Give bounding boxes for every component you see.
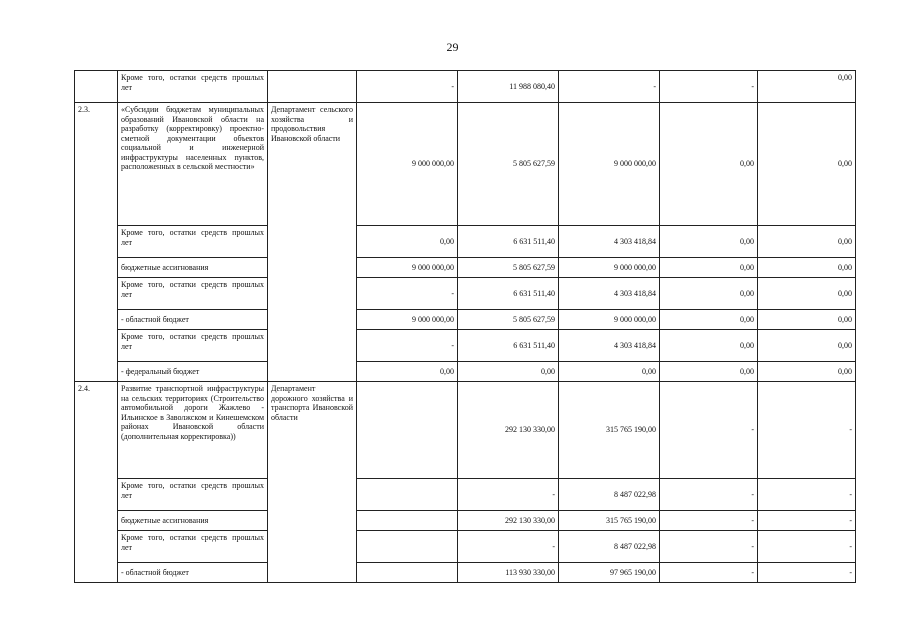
value-cell: 0,00 [758, 103, 856, 226]
value-cell [357, 563, 458, 583]
table-row [75, 479, 856, 511]
value-cell: 9 000 000,00 [559, 310, 660, 330]
number-cell [75, 71, 118, 103]
item-number: 2.4. [75, 382, 118, 583]
item-name: «Субсидии бюджетам муниципальных образований Ивановской области на разработку (корректировку) проектно-сметной документации объектов социальной и инженерной инфраструктуры населенных пунктов, расположенных в сельской местности» [118, 103, 268, 226]
value-cell: 0,00 [357, 362, 458, 382]
value-cell: 0,00 [660, 330, 758, 362]
value-cell: 0,00 [357, 226, 458, 258]
value-cell: 0,00 [758, 226, 856, 258]
value-cell: - [660, 382, 758, 479]
table-row [75, 362, 856, 382]
value-cell: - [758, 531, 856, 563]
value-cell: 4 303 418,84 [559, 226, 660, 258]
label-cell: Кроме того, остатки средств прошлых лет [118, 278, 268, 310]
value-cell [357, 382, 458, 479]
value-cell [357, 531, 458, 563]
value-cell: 4 303 418,84 [559, 278, 660, 310]
value-cell: 8 487 022,98 [559, 531, 660, 563]
label-cell: бюджетные ассигнования [118, 258, 268, 278]
item-name: Развитие транспортной инфраструктуры на сельских территориях (Строительство автомобильной дороги Жажлево - Ильинское в Заволжском и Кинешемском районах Ивановской области (дополнительная корректировка)) [118, 382, 268, 479]
value-cell: 5 805 627,59 [458, 310, 559, 330]
label-cell: Кроме того, остатки средств прошлых лет [118, 226, 268, 258]
value-cell: 113 930 330,00 [458, 563, 559, 583]
value-cell: 9 000 000,00 [559, 258, 660, 278]
table-row [75, 278, 856, 310]
value-cell: - [559, 71, 660, 103]
table-row [75, 71, 856, 103]
label-cell: - областной бюджет [118, 563, 268, 583]
label-cell: Кроме того, остатки средств прошлых лет [118, 330, 268, 362]
value-cell [357, 479, 458, 511]
value-cell: 0,00 [660, 310, 758, 330]
value-cell: 6 631 511,40 [458, 330, 559, 362]
table-row [75, 531, 856, 563]
table-row [75, 330, 856, 362]
value-cell: 292 130 330,00 [458, 382, 559, 479]
value-cell: 292 130 330,00 [458, 511, 559, 531]
label-cell: - областной бюджет [118, 310, 268, 330]
label-cell: Кроме того, остатки средств прошлых лет [118, 531, 268, 563]
value-cell: 0,00 [660, 258, 758, 278]
value-cell: 11 988 080,40 [458, 71, 559, 103]
value-cell: 9 000 000,00 [357, 258, 458, 278]
value-cell: 0,00 [758, 278, 856, 310]
label-cell: Кроме того, остатки средств прошлых лет [118, 479, 268, 511]
value-cell: 97 965 190,00 [559, 563, 660, 583]
value-cell: 0,00 [660, 362, 758, 382]
value-cell: 315 765 190,00 [559, 511, 660, 531]
value-cell: 0,00 [758, 310, 856, 330]
item-executor: Департамент дорожного хозяйства и транспорта Ивановской области [268, 382, 357, 583]
value-cell: 0,00 [458, 362, 559, 382]
value-cell: 9 000 000,00 [357, 103, 458, 226]
value-cell: 0,00 [660, 226, 758, 258]
table-row [75, 103, 856, 226]
value-cell: 0,00 [758, 71, 856, 103]
table-row [75, 310, 856, 330]
value-cell: 0,00 [758, 258, 856, 278]
value-cell: - [660, 511, 758, 531]
value-cell: - [660, 531, 758, 563]
label-cell: Кроме того, остатки средств прошлых лет [118, 71, 268, 103]
value-cell: 0,00 [660, 278, 758, 310]
value-cell: - [357, 71, 458, 103]
value-cell: 0,00 [758, 362, 856, 382]
value-cell: 6 631 511,40 [458, 226, 559, 258]
label-cell: бюджетные ассигнования [118, 511, 268, 531]
value-cell: - [357, 278, 458, 310]
table-row [75, 563, 856, 583]
value-cell: 9 000 000,00 [357, 310, 458, 330]
value-cell: - [660, 71, 758, 103]
value-cell: 9 000 000,00 [559, 103, 660, 226]
value-cell [357, 511, 458, 531]
value-cell: - [660, 563, 758, 583]
value-cell: 5 805 627,59 [458, 258, 559, 278]
value-cell: 6 631 511,40 [458, 278, 559, 310]
value-cell: - [458, 479, 559, 511]
table-row [75, 511, 856, 531]
budget-table [74, 70, 856, 583]
value-cell: 8 487 022,98 [559, 479, 660, 511]
value-cell: 0,00 [660, 103, 758, 226]
value-cell: 315 765 190,00 [559, 382, 660, 479]
value-cell: - [758, 511, 856, 531]
executor-cell [268, 71, 357, 103]
value-cell: - [660, 479, 758, 511]
value-cell: - [458, 531, 559, 563]
item-executor: Департамент сельского хозяйства и продовольствия Ивановской области [268, 103, 357, 382]
value-cell: - [357, 330, 458, 362]
item-number: 2.3. [75, 103, 118, 382]
value-cell: 4 303 418,84 [559, 330, 660, 362]
label-cell: - федеральный бюджет [118, 362, 268, 382]
table-row [75, 226, 856, 258]
value-cell: - [758, 563, 856, 583]
value-cell: 0,00 [559, 362, 660, 382]
table-row [75, 382, 856, 479]
value-cell: 0,00 [758, 330, 856, 362]
value-cell: 5 805 627,59 [458, 103, 559, 226]
value-cell: - [758, 382, 856, 479]
page-number: 29 [446, 40, 459, 54]
value-cell: - [758, 479, 856, 511]
table-row [75, 258, 856, 278]
